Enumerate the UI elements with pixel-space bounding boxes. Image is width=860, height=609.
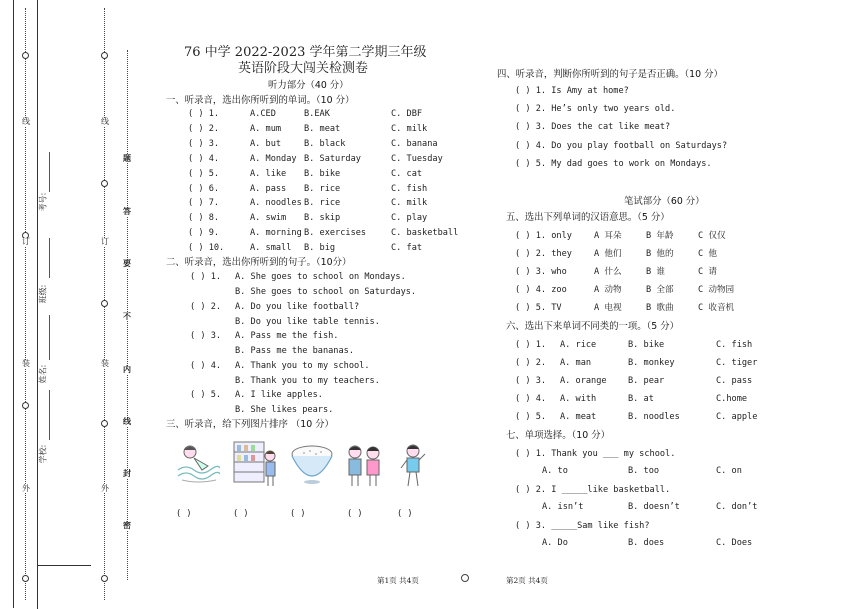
section-4-title: 四、听录音，判断你所听到的句子是否正确。（10 分） — [497, 69, 723, 80]
option-a[interactable]: A. Pass me the fish. — [235, 331, 339, 342]
option-c[interactable]: C. milk — [391, 123, 428, 134]
picture-swimming-boy — [176, 440, 220, 488]
option-b[interactable]: B 谁 — [646, 267, 665, 278]
option-a[interactable]: A. orange — [560, 376, 607, 387]
option-c[interactable]: C. fish — [716, 340, 753, 350]
inner-label-line: 线 — [101, 117, 109, 126]
name-label: 姓名: — [38, 364, 48, 384]
inner-cut-circle — [101, 180, 108, 187]
picture-shopping-girl — [232, 440, 280, 490]
option-c[interactable]: C. fish — [391, 183, 428, 194]
option-b[interactable]: B. meat — [304, 123, 341, 134]
option-c[interactable]: C. DBF — [391, 109, 423, 119]
question-number[interactable]: ( ) 3. — [515, 376, 547, 387]
option-c[interactable]: C. Tuesday — [391, 153, 443, 164]
writing-header: 笔试部分（60 分） — [624, 196, 705, 207]
option-b[interactable]: B.EAK — [304, 109, 330, 119]
question-number[interactable]: ( ) 4. — [190, 360, 222, 371]
question-number[interactable]: ( ) 5. — [515, 412, 547, 423]
option-a[interactable]: A. morning — [250, 228, 302, 239]
option-b[interactable]: B. black — [304, 138, 346, 149]
judgement-item[interactable]: ( ) 1. Is Amy at home? — [515, 86, 629, 96]
option-c[interactable]: C 动物园 — [698, 285, 735, 296]
option-c[interactable]: C. Does — [716, 538, 753, 548]
option-a[interactable]: A. mum — [250, 123, 282, 134]
option-b[interactable]: B. skip — [304, 213, 341, 224]
judgement-item[interactable]: ( ) 3. Does the cat like meat? — [515, 122, 671, 133]
answer-blank[interactable]: ( ) — [290, 509, 306, 519]
section-3-title: 三、听录音，给下列图片排序 （10 分） — [166, 419, 334, 430]
question-number[interactable]: ( ) 5. — [190, 390, 222, 401]
notice-char: 答 — [123, 207, 131, 216]
notice-char: 封 — [123, 469, 131, 478]
outer-cut-circle — [22, 402, 29, 409]
question-number[interactable]: ( ) 3. — [190, 331, 222, 342]
option-c[interactable]: C. pass — [716, 376, 753, 387]
question-number[interactable]: ( ) 1. — [515, 340, 547, 350]
school-label: 学校: — [38, 444, 48, 464]
option-b[interactable]: B. rice — [304, 198, 341, 209]
option-c[interactable]: C. basketball — [391, 228, 459, 239]
notice-char: 要 — [123, 259, 131, 268]
option-a[interactable]: A 电视 — [594, 303, 622, 314]
judgement-item[interactable]: ( ) 4. Do you play football on Saturdays? — [515, 140, 728, 151]
option-a[interactable]: A 动物 — [594, 285, 622, 296]
binding-corner-box — [37, 565, 91, 609]
option-c[interactable]: C. banana — [391, 138, 438, 149]
option-b[interactable]: B. exercises — [304, 228, 367, 239]
option-c[interactable]: C. fat — [391, 243, 423, 254]
section-1-title: 一、听录音，选出你所听到的单词。（10 分） — [166, 95, 355, 106]
option-b[interactable]: B. does — [628, 538, 665, 548]
option-b[interactable]: B. Saturday — [304, 153, 361, 164]
option-c[interactable]: C. don’t — [716, 502, 758, 512]
option-a[interactable]: A. man — [560, 358, 592, 369]
exam-number-blank[interactable] — [49, 152, 50, 192]
picture-rice-bowl — [288, 444, 336, 488]
option-c[interactable]: C. tiger — [716, 358, 758, 369]
inner-cut-circle — [101, 420, 108, 427]
question-word[interactable]: ( ) 2. they — [515, 249, 572, 260]
option-c[interactable]: C 请 — [698, 267, 717, 278]
outer-label-line: 线 — [22, 117, 30, 126]
binding-border-left — [13, 0, 14, 608]
option-a[interactable]: A. rice — [560, 340, 597, 350]
exam-title-line2: 英语阶段大闯关检测卷 — [238, 61, 369, 76]
question-number[interactable]: ( ) 2. — [515, 358, 547, 369]
option-b[interactable]: B. bike — [304, 168, 341, 179]
option-b[interactable]: B. pear — [628, 376, 665, 387]
option-a[interactable]: A. Monday — [250, 153, 297, 164]
answer-blank[interactable]: ( ) — [176, 509, 192, 519]
picture-boy-exercising — [398, 442, 428, 490]
answer-blank[interactable]: ( ) — [233, 509, 249, 519]
option-b[interactable]: B. big — [304, 243, 336, 254]
footer-page-right: 第2页 共4页 — [506, 576, 548, 585]
option-c[interactable]: C. apple — [716, 412, 758, 423]
inner-cut-circle — [101, 575, 108, 582]
section-5-title: 五、选出下列单词的汉语意思。（5 分） — [506, 212, 670, 223]
section-7-title: 七、单项选择。（10 分） — [506, 430, 610, 441]
option-c[interactable]: C 仅仅 — [698, 231, 726, 241]
option-a[interactable]: A 他们 — [594, 249, 622, 260]
option-b[interactable]: B. monkey — [628, 358, 675, 369]
option-b[interactable]: B. She likes pears. — [235, 405, 334, 416]
class-blank[interactable] — [49, 238, 50, 278]
question-number[interactable]: ( ) 3. — [188, 138, 220, 149]
question-word[interactable]: ( ) 4. zoo — [515, 285, 567, 296]
question-number[interactable]: ( ) 6. — [188, 183, 220, 194]
binding-strip — [0, 0, 160, 608]
option-c[interactable]: C. milk — [391, 198, 428, 209]
option-a[interactable]: A. like — [250, 168, 287, 179]
question-word[interactable]: ( ) 1. only — [515, 231, 572, 241]
footer-divider-circle — [461, 574, 469, 582]
option-b[interactable]: B. too — [628, 466, 660, 476]
option-a[interactable]: A. isn’t — [542, 502, 584, 512]
exam-title-line1: 76 中学 2022-2023 学年第二学期三年级 — [184, 45, 427, 60]
question-stem[interactable]: ( ) 3. _____Sam like fish? — [515, 521, 650, 531]
option-b[interactable]: B. Thank you to my teachers. — [235, 375, 380, 386]
option-c[interactable]: C 收音机 — [698, 303, 735, 314]
option-a[interactable]: A 耳朵 — [594, 231, 622, 241]
question-stem[interactable]: ( ) 2. I _____like basketball. — [515, 485, 671, 495]
name-blank[interactable] — [49, 315, 50, 360]
option-b[interactable]: B 全部 — [646, 285, 674, 296]
question-word[interactable]: ( ) 5. TV — [515, 303, 562, 314]
option-b[interactable]: B 他的 — [646, 249, 674, 260]
option-a[interactable]: A. swim — [250, 213, 287, 224]
option-a[interactable]: A. with — [560, 394, 597, 405]
inner-cut-circle — [101, 300, 108, 307]
notice-char: 线 — [123, 417, 131, 426]
option-c[interactable]: C 他 — [698, 249, 717, 260]
picture-two-children — [342, 440, 386, 490]
inner-cut-circle — [101, 52, 108, 59]
option-b[interactable]: B. She goes to school on Saturdays. — [235, 287, 417, 297]
option-a[interactable]: A. I like apples. — [235, 390, 323, 401]
outer-label-outside: 外 — [22, 484, 30, 493]
option-b[interactable]: B. noodles — [628, 412, 680, 423]
option-a[interactable]: A. but — [250, 138, 282, 149]
answer-blank[interactable]: ( ) — [347, 509, 363, 519]
option-a[interactable]: A. Do you like football? — [235, 301, 360, 312]
binding-border-inner — [37, 0, 38, 608]
question-number[interactable]: ( ) 9. — [188, 228, 220, 239]
question-number[interactable]: ( ) 5. — [188, 168, 220, 179]
option-b[interactable]: B. bike — [628, 340, 665, 350]
section-2-title: 二、听录音，选出你所听到的句子。（10分） — [166, 257, 352, 268]
option-a[interactable]: A. Do — [542, 538, 568, 548]
question-number[interactable]: ( ) 2. — [188, 123, 220, 134]
option-a[interactable]: A. pass — [250, 183, 287, 194]
outer-label-bind: 订 — [22, 237, 30, 246]
option-c[interactable]: C. on — [716, 466, 742, 476]
outer-cut-circle — [22, 52, 29, 59]
option-a[interactable]: A. small — [250, 243, 292, 254]
judgement-item[interactable]: ( ) 2. He’s only two years old. — [515, 104, 676, 115]
class-label: 班级: — [38, 284, 48, 304]
option-b[interactable]: B 歌曲 — [646, 303, 674, 314]
inner-label-install: 装 — [101, 359, 109, 368]
option-a[interactable]: A. noodles — [250, 198, 302, 209]
option-b[interactable]: B. Pass me the bananas. — [235, 346, 354, 357]
listening-header: 听力部分（40 分） — [268, 80, 349, 91]
question-stem[interactable]: ( ) 1. Thank you ___ my school. — [515, 449, 676, 459]
option-a[interactable]: A 什么 — [594, 267, 622, 278]
question-number[interactable]: ( ) 4. — [515, 394, 547, 405]
question-number[interactable]: ( ) 1. — [188, 109, 220, 119]
inner-label-bind: 订 — [101, 237, 109, 246]
notice-char: 不 — [123, 312, 131, 321]
school-blank[interactable] — [49, 390, 50, 440]
outer-cut-circle — [22, 575, 29, 582]
option-b[interactable]: B. at — [628, 394, 654, 405]
footer-page-left: 第1页 共4页 — [377, 576, 419, 585]
option-b[interactable]: B. doesn’t — [628, 502, 680, 512]
notice-char: 题 — [123, 154, 131, 163]
notice-char: 内 — [123, 365, 131, 374]
option-b[interactable]: B 年龄 — [646, 231, 674, 241]
judgement-item[interactable]: ( ) 5. My dad goes to work on Mondays. — [515, 158, 712, 169]
option-a[interactable]: A. to — [542, 466, 568, 476]
section-6-title: 六、选出下来单词不同类的一项。（5 分） — [506, 321, 680, 332]
exam-number-label: 考号: — [38, 192, 48, 212]
option-a[interactable]: A. meat — [560, 412, 597, 423]
question-number[interactable]: ( ) 8. — [188, 213, 220, 224]
option-a[interactable]: A. Thank you to my school. — [235, 360, 370, 371]
question-number[interactable]: ( ) 2. — [190, 301, 222, 312]
option-a[interactable]: A. She goes to school on Mondays. — [235, 272, 406, 282]
notice-char: 密 — [123, 521, 131, 530]
option-b[interactable]: B. Do you like table tennis. — [235, 316, 380, 327]
question-word[interactable]: ( ) 3. who — [515, 267, 567, 278]
question-number[interactable]: ( ) 1. — [190, 272, 222, 282]
option-c[interactable]: C.home — [716, 394, 748, 405]
outer-label-install: 装 — [22, 359, 30, 368]
question-number[interactable]: ( ) 7. — [188, 198, 220, 209]
answer-blank[interactable]: ( ) — [397, 509, 413, 519]
option-c[interactable]: C. play — [391, 213, 428, 224]
inner-label-outside: 外 — [101, 484, 109, 493]
option-b[interactable]: B. rice — [304, 183, 341, 194]
question-number[interactable]: ( ) 10. — [188, 243, 225, 254]
option-c[interactable]: C. cat — [391, 168, 423, 179]
outer-cut-line — [25, 8, 26, 600]
question-number[interactable]: ( ) 4. — [188, 153, 220, 164]
option-a[interactable]: A.CED — [250, 109, 276, 119]
